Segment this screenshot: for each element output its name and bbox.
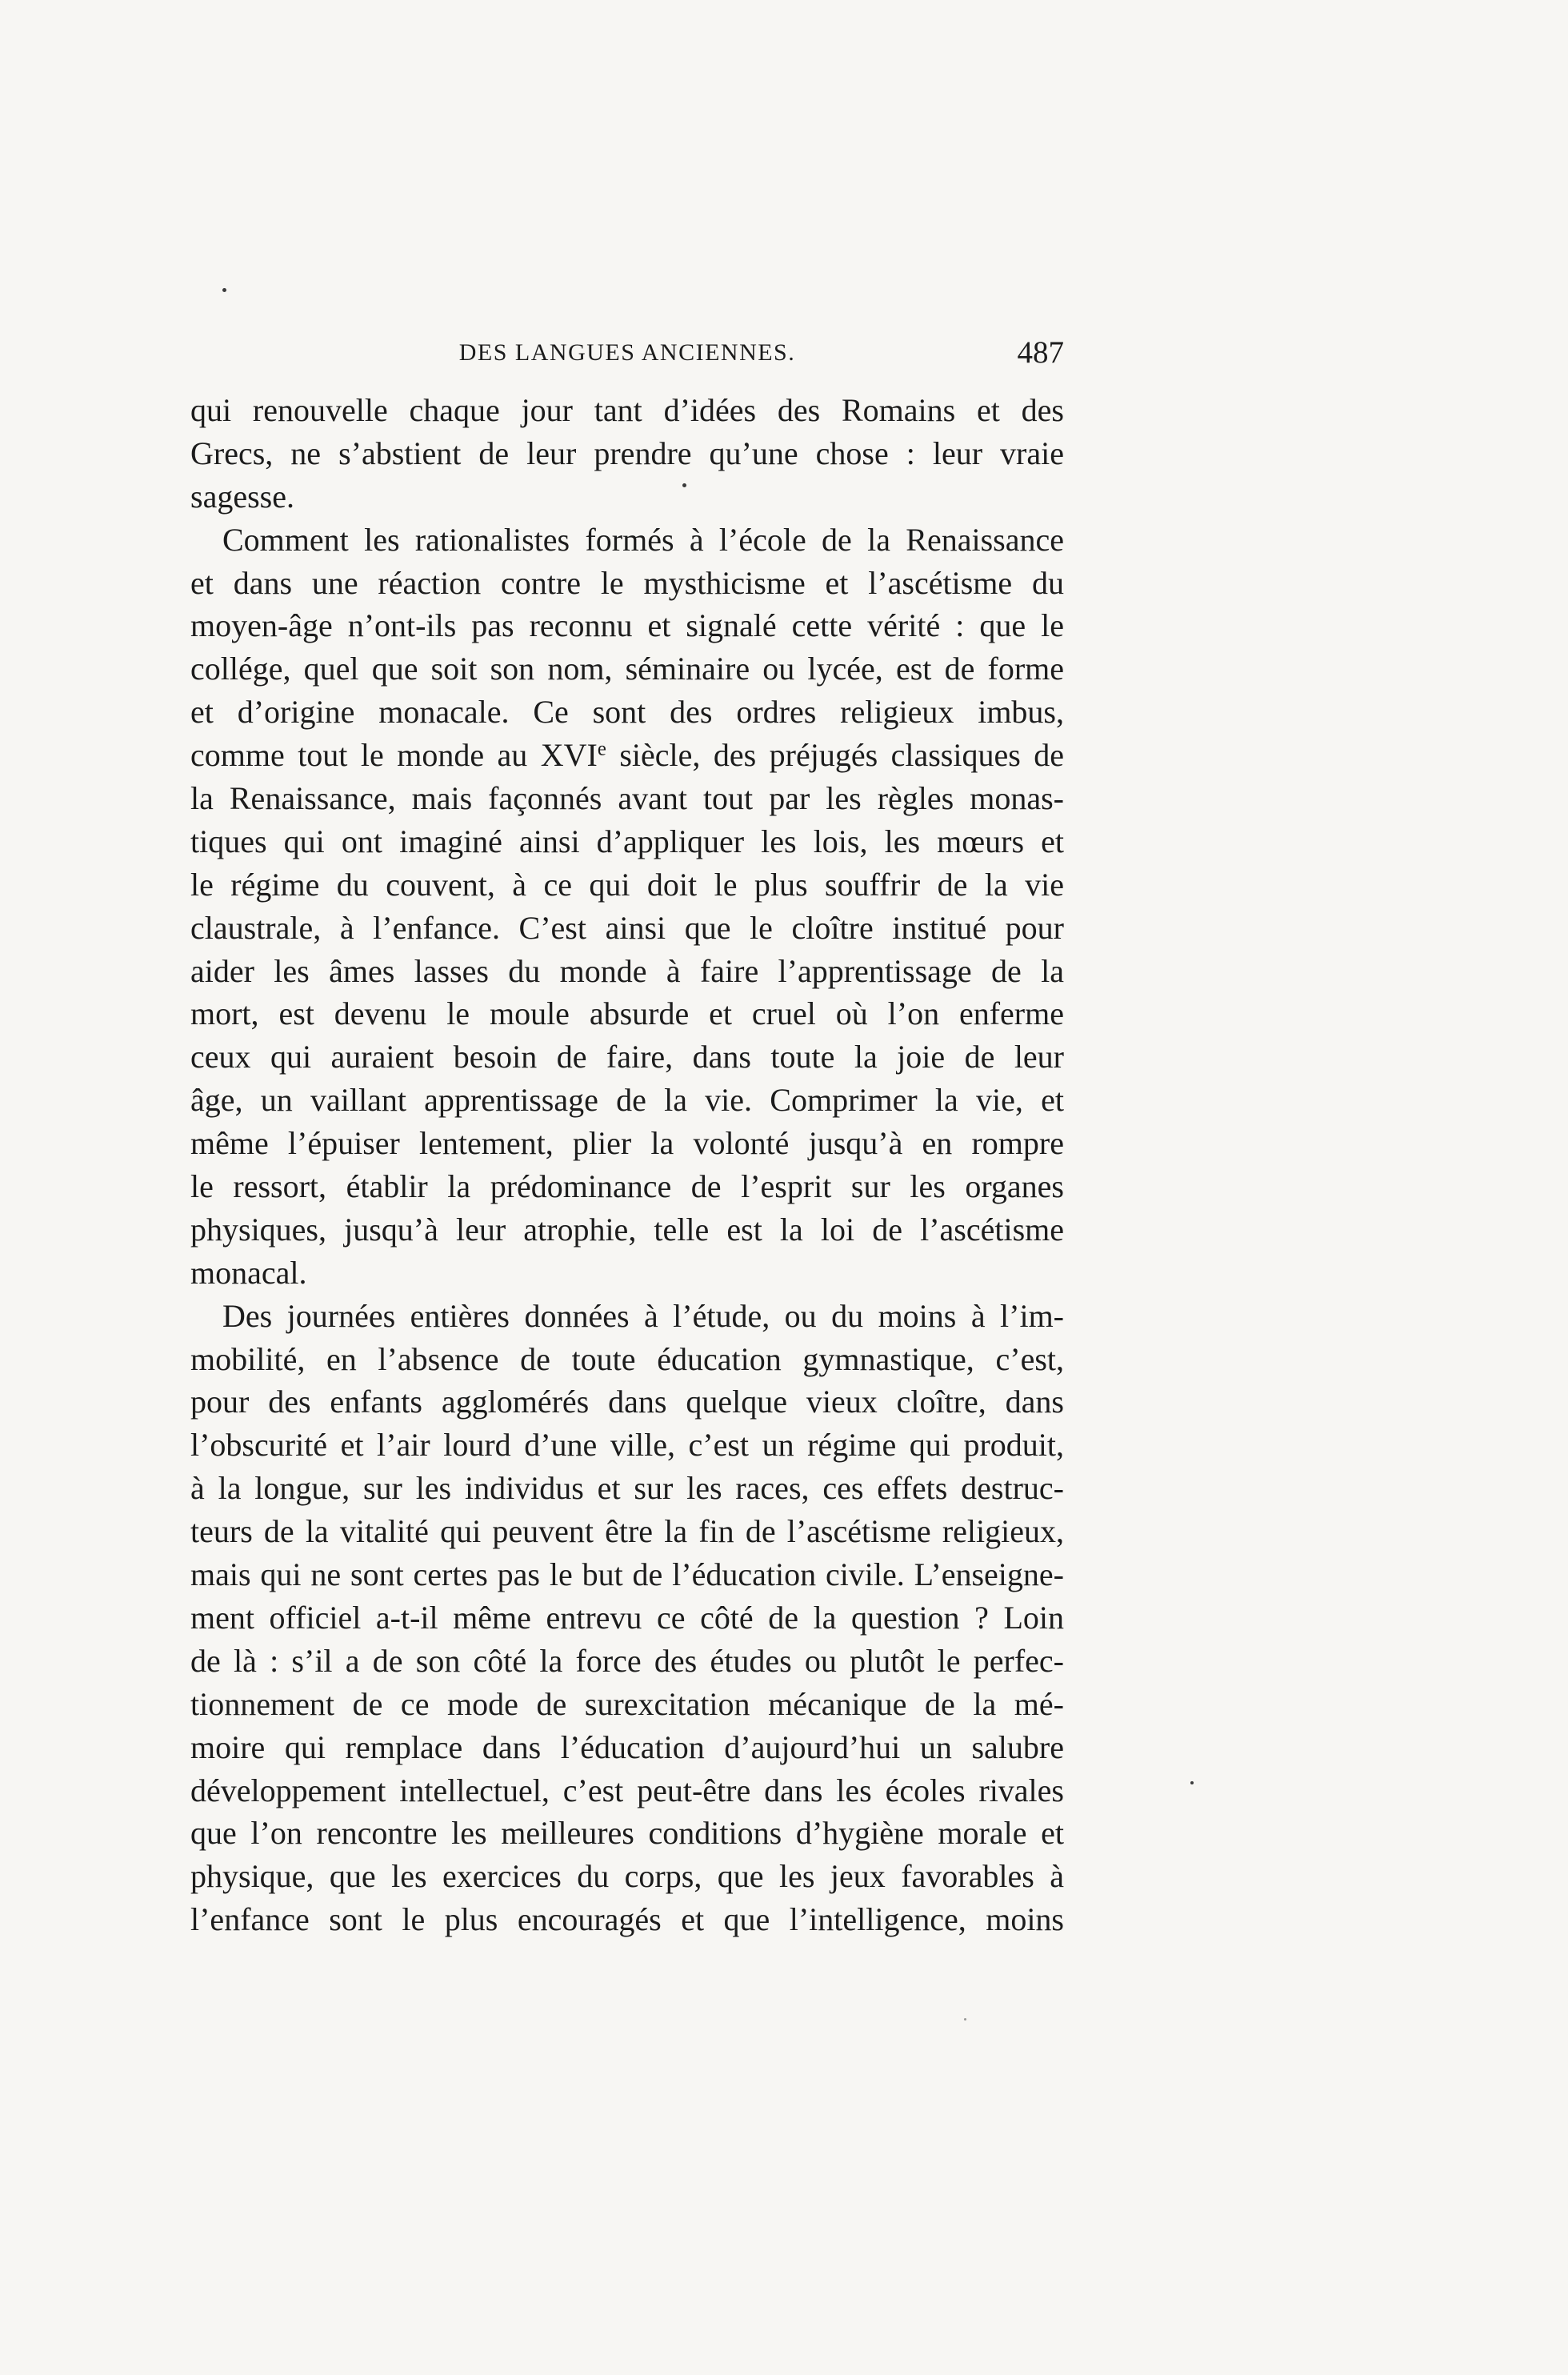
text-line: Grecs, ne s’abstient de leur prendre qu’une chose : leur vraie bbox=[190, 435, 1064, 471]
text-line: moyen-âge n’ont-ils pas reconnu et signalé cette vérité : que le bbox=[190, 607, 1064, 644]
page-number: 487 bbox=[1017, 335, 1064, 370]
text-line: pour des enfants agglomérés dans quelque vieux cloître, dans bbox=[190, 1384, 1064, 1420]
paper-speck bbox=[964, 2018, 966, 2021]
text-line: et dans une réaction contre le mysthicisme et l’ascétisme du bbox=[190, 564, 1064, 601]
text-line: à la longue, sur les individus et sur les races, ces effets destruc- bbox=[190, 1470, 1064, 1507]
text-line: de là : s’il a de son côté la force des études ou plutôt le perfec- bbox=[190, 1642, 1064, 1679]
text-line: ceux qui auraient besoin de faire, dans toute la joie de leur bbox=[190, 1039, 1064, 1075]
body-text bbox=[190, 389, 1064, 1941]
text-line: ment officiel a-t-il même entrevu ce côté de la question ? Loin bbox=[190, 1599, 1064, 1636]
text-line: moire qui remplace dans l’éducation d’aujourd’hui un salubre bbox=[190, 1728, 1064, 1765]
text-line: qui renouvelle chaque jour tant d’idées des Romains et des bbox=[190, 392, 1064, 428]
text-line: mobilité, en l’absence de toute éducation gymnastique, c’est, bbox=[190, 1340, 1064, 1377]
text-line: tiques qui ont imaginé ainsi d’appliquer les lois, les mœurs et bbox=[190, 823, 1064, 859]
text-line: âge, un vaillant apprentissage de la vie. Comprimer la vie, et bbox=[190, 1082, 1064, 1119]
text-line: l’obscurité et l’air lourd d’une ville, c’est un régime qui produit, bbox=[190, 1427, 1064, 1464]
text-line: teurs de la vitalité qui peuvent être la fin de l’ascétisme religieux, bbox=[190, 1513, 1064, 1550]
text-line: que l’on rencontre les meilleures conditions d’hygiène morale et bbox=[190, 1815, 1064, 1852]
text-line: claustrale, à l’enfance. C’est ainsi que le cloître institué pour bbox=[190, 909, 1064, 946]
text-line: monacal. bbox=[190, 1254, 307, 1291]
text-line: l’enfance sont le plus encouragés et que l’intelligence, moins bbox=[190, 1901, 1064, 1938]
running-title: DES LANGUES ANCIENNES. bbox=[458, 339, 796, 366]
text-line: aider les âmes lasses du monde à faire l’apprentissage de la bbox=[190, 952, 1064, 989]
text-line: collége, quel que soit son nom, séminaire ou lycée, est de forme bbox=[190, 651, 1064, 687]
paper-speck bbox=[682, 483, 686, 487]
text-line: la Renaissance, mais façonnés avant tout par les règles monas- bbox=[190, 780, 1064, 817]
text-line: mais qui ne sont certes pas le but de l’éducation civile. L’enseigne- bbox=[190, 1556, 1064, 1593]
text-line: même l’épuiser lentement, plier la volonté jusqu’à en rompre bbox=[190, 1125, 1064, 1162]
text-line: le régime du couvent, à ce qui doit le plus souffrir de la vie bbox=[190, 866, 1064, 903]
text-line: Des journées entières données à l’étude, ou du moins à l’im- bbox=[222, 1297, 1064, 1334]
paper-speck bbox=[1190, 1781, 1194, 1784]
text-line: et d’origine monacale. Ce sont des ordres religieux imbus, bbox=[190, 694, 1064, 731]
text-line: mort, est devenu le moule absurde et cruel où l’on enferme bbox=[190, 995, 1064, 1032]
text-line: physiques, jusqu’à leur atrophie, telle est la loi de l’ascétisme bbox=[190, 1211, 1064, 1248]
paper-speck bbox=[222, 288, 226, 292]
text-line: physique, que les exercices du corps, que les jeux favorables à bbox=[190, 1858, 1064, 1895]
text-line: comme tout le monde au XVIe siècle, des préjugés classiques de bbox=[190, 737, 1064, 774]
text-line: sagesse. bbox=[190, 478, 294, 515]
text-line: Comment les rationalistes formés à l’école de la Renaissance bbox=[222, 521, 1064, 558]
text-line: le ressort, établir la prédominance de l’esprit sur les organes bbox=[190, 1168, 1064, 1205]
text-line: tionnement de ce mode de surexcitation mécanique de la mé- bbox=[190, 1685, 1064, 1722]
text-line: développement intellectuel, c’est peut-être dans les écoles rivales bbox=[190, 1772, 1064, 1808]
running-head bbox=[190, 334, 1064, 374]
